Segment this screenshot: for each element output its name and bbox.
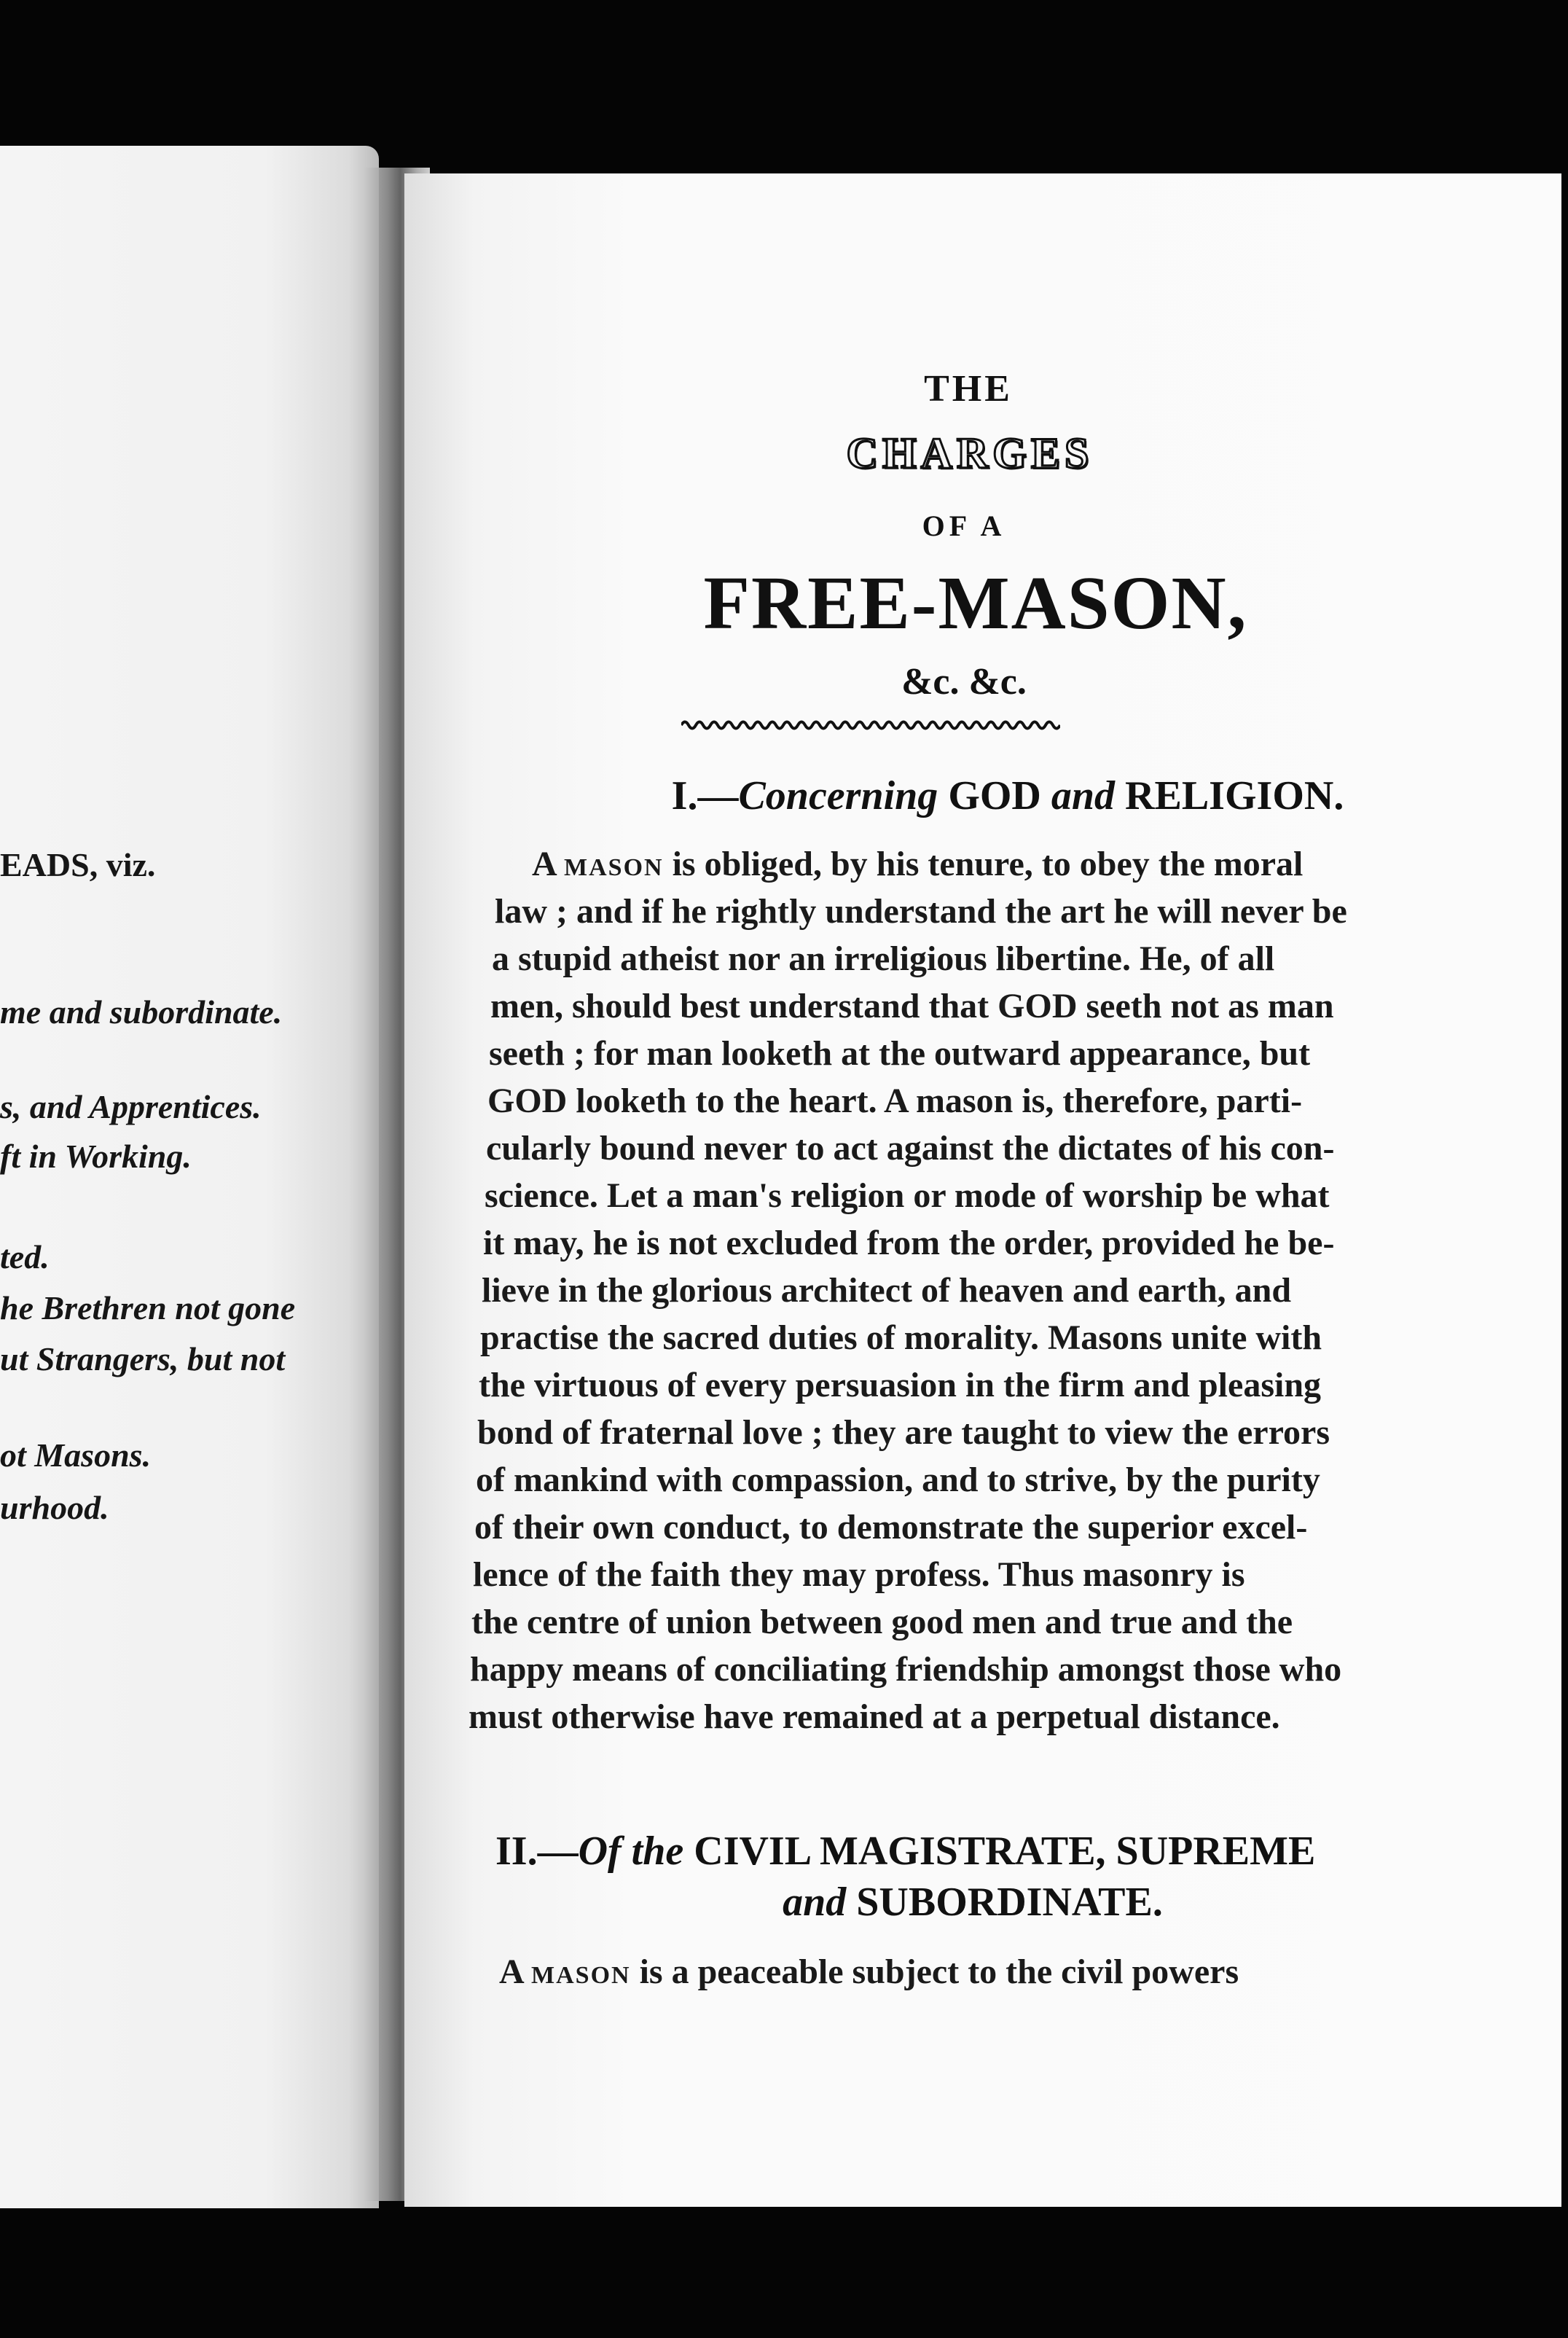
left-page-text <box>0 146 379 2208</box>
paragraph-line: it may, he is not excluded from the order, provided he be- <box>483 1224 1335 1262</box>
paragraph-line: the centre of union between good men and true and the <box>471 1603 1293 1641</box>
left-line: ut Strangers, but not <box>0 1340 286 1377</box>
title-etc: &c. &c. <box>901 661 1027 703</box>
title-free-mason: FREE-MASON, <box>703 561 1248 645</box>
left-line: EADS, viz. <box>0 846 156 883</box>
paragraph-line: men, should best understand that GOD seeth not as man <box>490 987 1334 1025</box>
paragraph-line: science. Let a man's religion or mode of worship be what <box>485 1176 1330 1215</box>
paragraph-line: seeth ; for man looketh at the outward appearance, but <box>489 1034 1311 1073</box>
left-line: ted. <box>0 1238 50 1275</box>
paragraph-line: of their own conduct, to demonstrate the superior excel- <box>474 1508 1308 1547</box>
section-2-heading: II.—Of the CIVIL MAGISTRATE, SUPREME <box>495 1829 1316 1874</box>
paragraph-line: GOD looketh to the heart. A mason is, therefore, parti- <box>487 1082 1303 1120</box>
left-line: urhood. <box>0 1489 109 1526</box>
paragraph-line: must otherwise have remained at a perpetual distance. <box>469 1697 1280 1736</box>
paragraph-line: A mason is a peaceable subject to the civil powers <box>499 1952 1239 1991</box>
left-line: ot Masons. <box>0 1436 152 1474</box>
wavy-rule-ornament <box>681 719 1060 732</box>
paragraph-line: lieve in the glorious architect of heaven and earth, and <box>482 1271 1292 1310</box>
paragraph-line: A mason is obliged, by his tenure, to obey the moral <box>532 845 1304 883</box>
paragraph-line: of mankind with compassion, and to strive, by the purity <box>476 1461 1320 1499</box>
left-line: s, and Apprentices. <box>0 1088 262 1125</box>
left-line: he Brethren not gone <box>0 1289 296 1326</box>
section-1-heading: I.—Concerning GOD and RELIGION. <box>671 773 1344 818</box>
paragraph-line: cularly bound never to act against the dictates of his con- <box>486 1129 1335 1168</box>
paragraph-line: happy means of conciliating friendship amongst those who <box>470 1650 1342 1689</box>
paragraph-line: law ; and if he rightly understand the art he will never be <box>495 892 1347 931</box>
title-charges: CHARGES <box>846 429 1094 477</box>
paragraph-line: bond of fraternal love ; they are taught to view the errors <box>477 1413 1330 1452</box>
paragraph-line: a stupid atheist nor an irreligious libertine. He, of all <box>492 939 1275 978</box>
paragraph-line: practise the sacred duties of morality. Masons unite with <box>480 1318 1322 1357</box>
title-the: THE <box>924 368 1013 410</box>
left-page <box>0 146 379 2208</box>
title-of-a: OF A <box>922 509 1006 542</box>
left-line: ft in Working. <box>0 1138 192 1175</box>
paragraph-line: lence of the faith they may profess. Thus masonry is <box>473 1555 1245 1594</box>
left-line: me and subordinate. <box>0 993 283 1031</box>
right-page <box>404 173 1561 2207</box>
section-2-heading-cont: and SUBORDINATE. <box>783 1880 1163 1925</box>
paragraph-line: the virtuous of every persuasion in the firm and pleasing <box>479 1366 1322 1404</box>
